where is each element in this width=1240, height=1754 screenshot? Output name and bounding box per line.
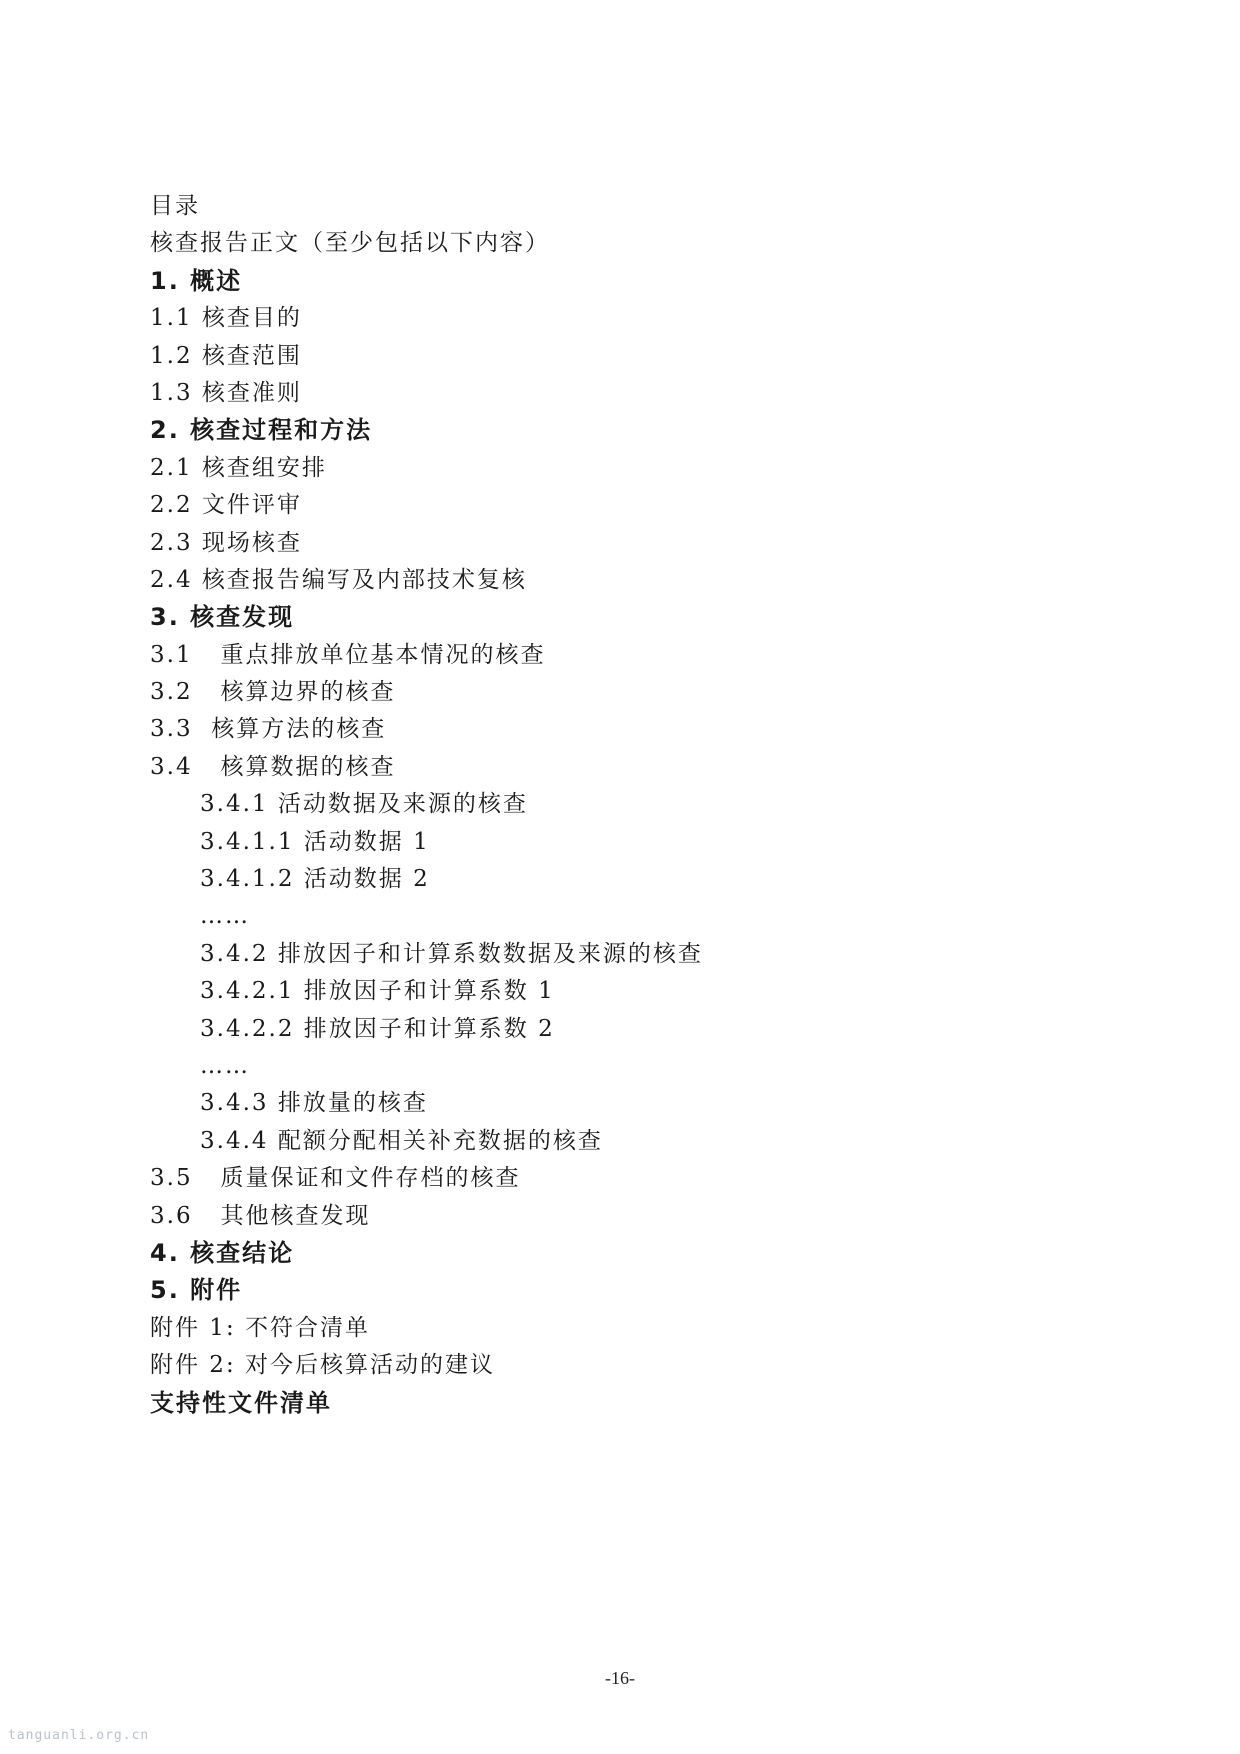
toc-entry: 3.4.2 排放因子和计算系数数据及来源的核查 xyxy=(200,940,703,967)
toc-entry: 3.4.2.2 排放因子和计算系数 2 xyxy=(200,1015,555,1042)
toc-entry: 附件 2: 对今后核算活动的建议 xyxy=(150,1352,496,1379)
toc-entry: 1.2 核查范围 xyxy=(150,342,302,369)
watermark: tanguanli.org.cn xyxy=(8,1728,150,1743)
page-number: -16- xyxy=(605,1668,635,1688)
section-heading: 1. 概述 xyxy=(150,266,243,295)
toc-entry: …… xyxy=(200,903,250,930)
toc-entry: 3.2 核算边界的核查 xyxy=(150,679,396,706)
toc-entry: 附件 1: 不符合清单 xyxy=(150,1314,371,1341)
toc-entry: 3.5 质量保证和文件存档的核查 xyxy=(150,1165,521,1192)
toc-entry: …… xyxy=(200,1052,250,1079)
toc-entry: 目录 xyxy=(150,193,200,219)
toc-entry: 3.6 其他核查发现 xyxy=(150,1202,371,1229)
toc-entry: 核查报告正文（至少包括以下内容） xyxy=(150,230,550,257)
table-of-contents xyxy=(150,188,1100,1422)
section-heading: 4. 核查结论 xyxy=(150,1238,295,1267)
section-heading: 5. 附件 xyxy=(150,1276,243,1305)
toc-entry: 3.4.4 配额分配相关补充数据的核查 xyxy=(200,1127,603,1154)
section-heading: 3. 核查发现 xyxy=(150,603,295,632)
toc-entry: 3.4.3 排放量的核查 xyxy=(200,1090,428,1117)
toc-entry: 1.3 核查准则 xyxy=(150,379,302,406)
toc-entry: 1.1 核查目的 xyxy=(150,305,302,332)
toc-entry: 3.1 重点排放单位基本情况的核查 xyxy=(150,641,546,668)
toc-entry: 2.4 核查报告编写及内部技术复核 xyxy=(150,566,527,593)
toc-entry: 3.3 核算方法的核查 xyxy=(150,716,387,743)
toc-entry: 3.4.2.1 排放因子和计算系数 1 xyxy=(200,978,555,1005)
section-heading: 2. 核查过程和方法 xyxy=(150,416,373,445)
toc-entry: 2.1 核查组安排 xyxy=(150,454,327,481)
toc-entry: 3.4 核算数据的核查 xyxy=(150,753,396,780)
toc-entry: 2.3 现场核查 xyxy=(150,529,302,556)
toc-entry: 3.4.1.2 活动数据 2 xyxy=(200,866,430,893)
toc-entry: 3.4.1.1 活动数据 1 xyxy=(200,828,430,855)
toc-entry: 3.4.1 活动数据及来源的核查 xyxy=(200,791,528,818)
section-heading: 支持性文件清单 xyxy=(150,1388,332,1417)
toc-entry: 2.2 文件评审 xyxy=(150,492,302,519)
